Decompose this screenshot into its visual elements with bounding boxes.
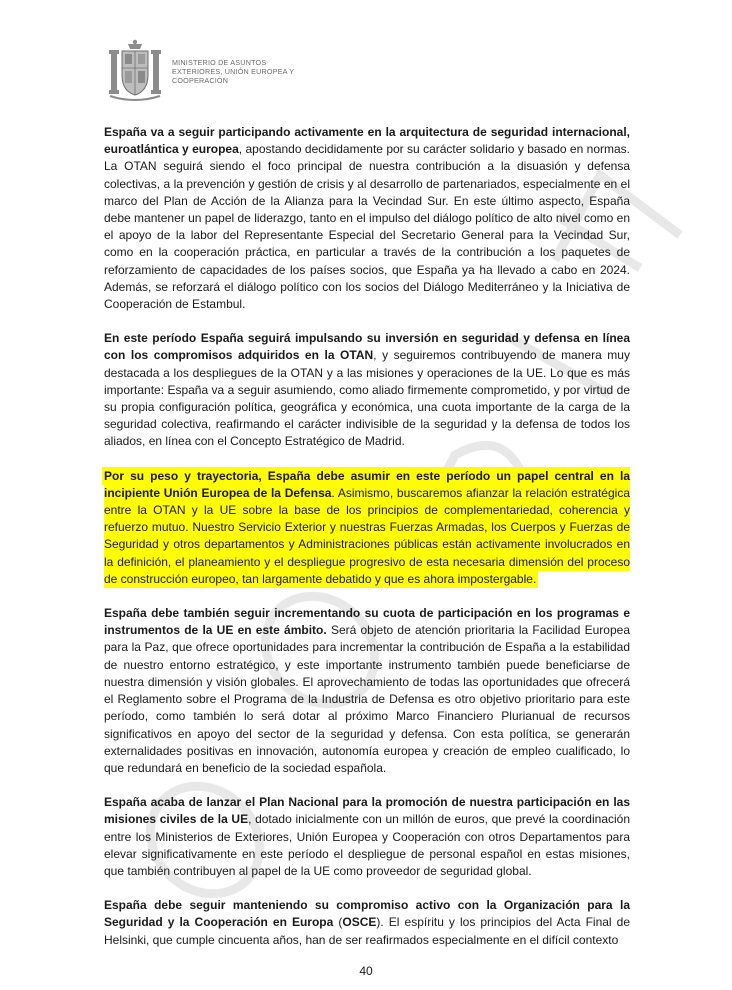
page-number: 40	[359, 964, 373, 978]
spanish-coat-of-arms-icon	[108, 38, 162, 104]
paragraph-lead: España va a seguir participando activamente en la arquitectura de seguridad internacional, euroatlántica y europea	[104, 125, 630, 157]
osce-acronym: OSCE	[342, 915, 377, 930]
letterhead	[108, 38, 294, 104]
paragraph-text: , y seguiremos contribuyendo de manera muy destacada a los despliegues de la OTAN y a las misiones y operaciones de la UE. Lo que es más importante: España va a seguir asumiendo, como aliado firmemente comprometido, y por virtud de su propia configuración política, geográfica y económica, una cuota importante de la carga de la seguridad colectiva, reafirmando el carácter indivisible de la seguridad y la defensa de todos los aliados, en línea con el Concepto Estratégico de Madrid.	[104, 348, 630, 449]
ministry-name	[172, 58, 294, 85]
paragraph-text: (	[333, 915, 343, 930]
paragraph-defense-investment	[104, 330, 630, 450]
paragraph-lead: En este período España seguirá impulsando su inversión en seguridad y defensa en línea con los compromisos adquiridos en la OTAN	[104, 331, 630, 363]
paragraph-lead: España debe también seguir incrementando su cuota de participación en los programas e instrumentos de la UE en este ámbito.	[104, 606, 630, 638]
highlighted-text	[104, 469, 630, 586]
paragraph-lead: Por su peso y trayectoria, España debe asumir en este período un papel central en la incipiente Unión Europea de la Defensa	[104, 468, 630, 500]
paragraph-osce	[104, 897, 630, 949]
paragraph-text-continued: ). El espíritu y los principios del Acta Final de Helsinki, que cumple cincuenta años, han de ser reafirmados especialmente en el difícil contexto	[104, 915, 631, 947]
document-body	[104, 124, 630, 966]
ministry-line-1: MINISTERIO DE ASUNTOS	[172, 57, 267, 67]
paragraph-civil-missions	[104, 794, 630, 880]
paragraph-lead: España debe seguir manteniendo su compromiso activo con la Organización para la Seguridad y la Cooperación en Europa	[104, 898, 630, 930]
paragraph-text: . Asimismo, buscaremos afianzar la relación estratégica entre la OTAN y la UE sobre la base de los principios de complementariedad, coherencia y refuerzo mutuo. Nuestro Servicio Exterior y nuestras Fuerzas Armadas, los Cuerpos y Fuerzas de Seguridad y otros departamentos y Administraciones públicas están activamente involucrados en la definición, el planeamiento y el despliegue progresivo de esta necesaria dimensión del proceso de construcción europeo, tan largamente debatido y que es ahora impostergable.	[104, 485, 630, 586]
paragraph-security-architecture	[104, 124, 630, 313]
paragraph-eu-programs	[104, 605, 630, 777]
paragraph-european-defense-highlighted	[104, 468, 630, 588]
paragraph-lead: España acaba de lanzar el Plan Nacional para la promoción de nuestra participación en las misiones civiles de la UE	[104, 795, 630, 827]
paragraph-text: , apostando decididamente por su carácter solidario y basado en normas. La OTAN seguirá siendo el foco principal de nuestra contribución a la disuasión y defensa colectivas, a la prevención y gestión de crisis y al desarrollo de partenariados, especialmente en el marco del Plan de Acción de la Alianza para la Vecindad Sur. En este último aspecto, España debe mantener un papel de liderazgo, tanto en el impulso del diálogo político de alto nivel como en el apoyo de la labor del Representante Especial del Secretario General para la Vecindad Sur, como en la cooperación práctica, en particular a través de la contribución a los paquetes de reforzamiento de capacidades de los países socios, que España ya ha llevado a cabo en 2024. Además, se reforzará el diálogo político con los socios del Diálogo Mediterráneo y la Iniciativa de Cooperación de Estambul.	[104, 142, 630, 312]
ministry-line-3: COOPERACIÓN	[172, 75, 229, 85]
paragraph-text: , dotado inicialmente con un millón de euros, que prevé la coordinación entre los Ministerios de Exteriores, Unión Europea y Cooperación con otros Departamentos para elevar significativamente en este período el despliegue de personal español en estas misiones, que también contribuyen al papel de la UE como proveedor de seguridad global.	[104, 812, 631, 878]
paragraph-text: Será objeto de atención prioritaria la Facilidad Europea para la Paz, que ofrece oportunidades para incrementar la contribución de España a la estabilidad de nuestro entorno estratégico, y este importante instrumento también puede beneficiarse de nuestra dimensión y visión globales. El aprovechamiento de todas las oportunidades que ofrecerá el Reglamento sobre el Programa de la Industria de Defensa es otro objetivo prioritario para este período, como también lo será dotar al próximo Marco Financiero Plurianual de recursos significativos en apoyo del sector de la seguridad y defensa. Con esta política, se generarán externalidades positivas en innovación, autonomía europea y creación de empleo cualificado, lo que redundará en beneficio de la sociedad española.	[104, 623, 630, 775]
ministry-line-2: EXTERIORES, UNIÓN EUROPEA Y	[172, 66, 295, 76]
